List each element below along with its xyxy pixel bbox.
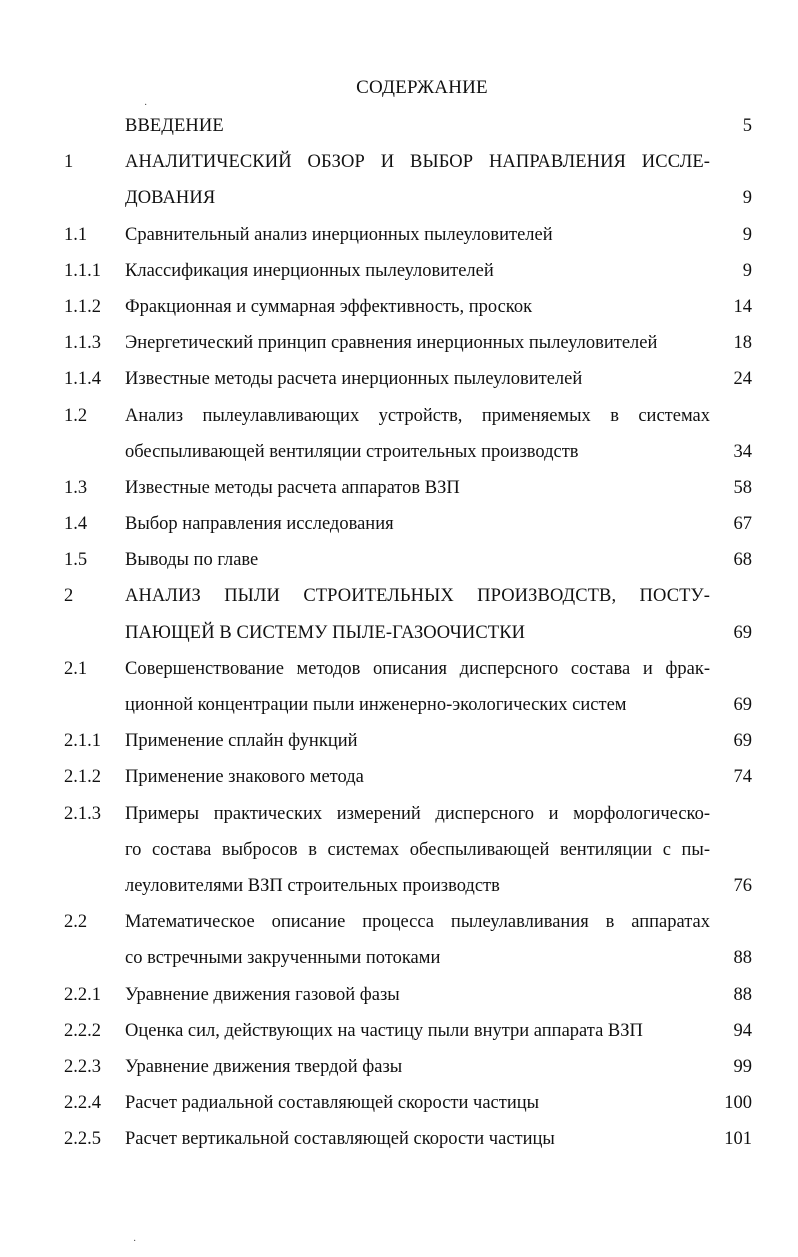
section-title: АНАЛИТИЧЕСКИЙ ОБЗОР И ВЫБОР НАПРАВЛЕНИЯ ИССЛЕ- <box>125 152 710 173</box>
toc-line <box>0 1013 798 1049</box>
toc-entry <box>0 542 798 578</box>
toc-line <box>0 940 798 976</box>
page-number: 9 <box>742 260 752 281</box>
toc-line <box>0 687 798 723</box>
section-title: ционной концентрации пыли инженерно-экологических систем <box>125 695 627 715</box>
section-number: 2.2.1 <box>64 984 101 1005</box>
page-number: 9 <box>742 188 752 209</box>
page-number: 69 <box>733 622 752 643</box>
section-title: Уравнение движения твердой фазы <box>125 1056 403 1077</box>
section-title: Анализ пылеулавливающих устройств, применяемых в системах <box>125 405 710 426</box>
section-title: леуловителями ВЗП строительных производств <box>125 875 500 896</box>
section-title: Применение знакового метода <box>125 767 364 788</box>
toc-entry <box>0 506 798 542</box>
section-number: 1 <box>64 152 74 173</box>
scan-speck: · <box>144 100 148 111</box>
section-number: 1.1 <box>64 224 88 245</box>
section-number: 2 <box>64 586 74 607</box>
toc-line <box>0 1085 798 1121</box>
section-title: ДОВАНИЯ <box>125 188 216 209</box>
toc-line <box>0 470 798 506</box>
page-number: 88 <box>733 948 752 969</box>
toc-entry <box>0 904 798 976</box>
toc-line <box>0 615 798 651</box>
page-title: СОДЕРЖАНИЕ <box>356 77 488 98</box>
toc-line <box>0 253 798 289</box>
toc-line <box>0 759 798 795</box>
toc-entry <box>0 977 798 1013</box>
section-number: 1.3 <box>64 477 88 498</box>
toc-entry <box>0 651 798 723</box>
toc-entry <box>0 217 798 253</box>
toc-line <box>0 723 798 759</box>
section-number: 1.4 <box>64 514 88 535</box>
section-title: Известные методы расчета инерционных пылеуловителей <box>125 369 583 390</box>
section-title: Расчет вертикальной составляющей скорости частицы <box>125 1129 555 1150</box>
scan-speck: · <box>133 1236 137 1247</box>
toc-line <box>0 1049 798 1085</box>
section-title: АНАЛИЗ ПЫЛИ СТРОИТЕЛЬНЫХ ПРОИЗВОДСТВ, ПОСТУ- <box>125 586 710 607</box>
section-title: Математическое описание процесса пылеулавливания в аппаратах <box>125 912 710 933</box>
page-number: 100 <box>724 1093 752 1114</box>
section-title: Примеры практических измерений дисперсного и морфологическо- <box>125 803 710 824</box>
section-title: Применение сплайн функций <box>125 731 358 752</box>
section-title: ВВЕДЕНИЕ <box>125 116 224 136</box>
section-number: 2.2.5 <box>64 1129 101 1150</box>
section-number: 2.2 <box>64 912 88 933</box>
toc-line <box>0 651 798 687</box>
toc-entry <box>0 253 798 289</box>
section-title: Уравнение движения газовой фазы <box>125 984 400 1005</box>
toc-entry <box>0 108 798 144</box>
page-number: 101 <box>724 1129 752 1150</box>
toc-line <box>0 398 798 434</box>
toc-line <box>0 542 798 578</box>
section-number: 1.1.2 <box>64 296 101 317</box>
toc-entry <box>0 759 798 795</box>
table-of-contents <box>0 108 798 1157</box>
toc-entry <box>0 1049 798 1085</box>
section-title: Сравнительный анализ инерционных пылеуловителей <box>125 224 553 245</box>
page-number: 68 <box>733 550 752 571</box>
toc-entry <box>0 1013 798 1049</box>
section-title: Расчет радиальной составляющей скорости частицы <box>125 1093 540 1114</box>
section-title: ПАЮЩЕЙ В СИСТЕМУ ПЫЛЕ-ГАЗООЧИСТКИ <box>125 622 526 643</box>
section-title: Выводы по главе <box>125 550 259 571</box>
page-number: 9 <box>742 224 752 245</box>
toc-line <box>0 977 798 1013</box>
section-number: 1.1.1 <box>64 260 101 281</box>
toc-line <box>0 868 798 904</box>
section-title: Фракционная и суммарная эффективность, проскок <box>125 296 533 317</box>
toc-line <box>0 289 798 325</box>
toc-line <box>0 1121 798 1157</box>
page-number: 69 <box>733 695 752 715</box>
page-number: 99 <box>733 1056 752 1077</box>
section-number: 1.2 <box>64 405 88 426</box>
section-number: 1.1.4 <box>64 369 101 390</box>
toc-line <box>0 361 798 397</box>
section-title: Выбор направления исследования <box>125 514 394 535</box>
section-title: со встречными закрученными потоками <box>125 948 441 969</box>
section-number: 2.1.2 <box>64 767 101 788</box>
toc-line <box>0 434 798 470</box>
toc-entry <box>0 325 798 361</box>
section-title: Оценка сил, действующих на частицу пыли внутри аппарата ВЗП <box>125 1020 643 1041</box>
page-number: 76 <box>733 875 752 896</box>
toc-entry <box>0 796 798 905</box>
toc-line <box>0 144 798 180</box>
section-number: 1.1.3 <box>64 333 101 354</box>
section-number: 2.1 <box>64 658 88 679</box>
page-number: 5 <box>742 116 752 136</box>
page-number: 67 <box>733 514 752 535</box>
section-number: 1.5 <box>64 550 88 571</box>
toc-entry <box>0 1085 798 1121</box>
section-number: 2.1.3 <box>64 803 101 824</box>
section-title: го состава выбросов в системах обеспыливающей вентиляции с пы- <box>125 839 710 860</box>
toc-entry <box>0 144 798 216</box>
page-number: 14 <box>733 296 752 317</box>
toc-entry <box>0 398 798 470</box>
toc-line <box>0 325 798 361</box>
toc-line <box>0 506 798 542</box>
toc-line <box>0 217 798 253</box>
toc-entry <box>0 470 798 506</box>
section-title: Известные методы расчета аппаратов ВЗП <box>125 477 460 498</box>
toc-entry <box>0 578 798 650</box>
page-number: 24 <box>733 369 752 390</box>
page-number: 18 <box>733 333 752 354</box>
toc-line <box>0 796 798 832</box>
page-number: 58 <box>733 477 752 498</box>
section-title: Совершенствование методов описания дисперсного состава и фрак- <box>125 658 710 679</box>
section-number: 2.1.1 <box>64 731 101 752</box>
toc-entry <box>0 361 798 397</box>
toc-line <box>0 904 798 940</box>
toc-line <box>0 180 798 216</box>
toc-entry <box>0 1121 798 1157</box>
section-number: 2.2.3 <box>64 1056 101 1077</box>
toc-entry <box>0 289 798 325</box>
page-number: 88 <box>733 984 752 1005</box>
section-title: Классификация инерционных пылеуловителей <box>125 260 494 281</box>
toc-line <box>0 832 798 868</box>
toc-line <box>0 108 798 144</box>
page-number: 34 <box>733 441 752 462</box>
section-title: обеспыливающей вентиляции строительных производств <box>125 441 579 462</box>
section-number: 2.2.2 <box>64 1020 101 1041</box>
toc-entry <box>0 723 798 759</box>
toc-line <box>0 578 798 614</box>
section-number: 2.2.4 <box>64 1093 101 1114</box>
page-number: 94 <box>733 1020 752 1041</box>
section-title: Энергетический принцип сравнения инерционных пылеуловителей <box>125 333 658 354</box>
page-number: 69 <box>733 731 752 752</box>
page-number: 74 <box>733 767 752 788</box>
